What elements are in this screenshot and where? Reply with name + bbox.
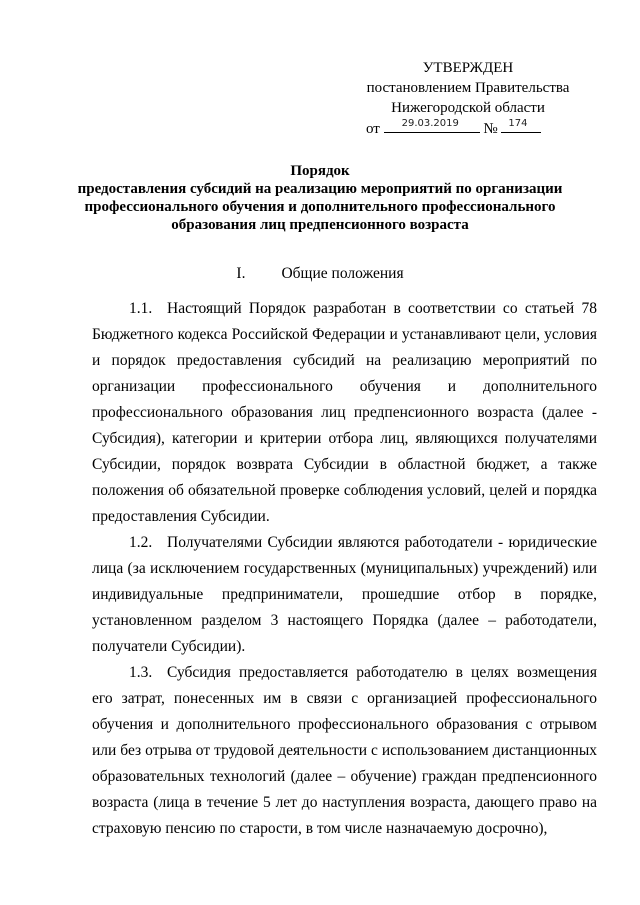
section-title: Общие положения — [281, 265, 404, 282]
document-title — [60, 162, 580, 234]
title-heading: Порядок — [290, 163, 350, 179]
approval-date: 29.03.2019 — [401, 118, 459, 129]
date-prefix: от — [366, 121, 380, 137]
date-underline — [384, 118, 480, 133]
approval-region: Нижегородской области — [391, 100, 545, 116]
title-line-1: предоставления субсидий на реализацию мероприятий по организации — [77, 181, 563, 197]
approval-stamp — [348, 58, 588, 139]
paragraph — [92, 530, 597, 660]
paragraph — [92, 296, 597, 530]
document-body — [92, 296, 597, 842]
paragraph-number: 1.3. — [129, 664, 153, 681]
number-sign: № — [483, 121, 498, 137]
paragraph-text: Получателями Субсидии являются работодатели - юридические лица (за исключением государственных (муниципальных) учреждений) или индивидуальные предприниматели, прошедшие отбор в порядке, установленном разделом 3 настоящего Порядка (далее – работодатели, получатели Субсидии). — [92, 534, 597, 655]
number-underline — [501, 118, 541, 133]
paragraph-number: 1.2. — [129, 534, 153, 551]
title-line-3: образования лиц предпенсионного возраста — [171, 217, 469, 233]
title-line-2: профессионального обучения и дополнительного профессионального — [84, 199, 556, 215]
paragraph — [92, 660, 597, 842]
approval-authority: постановлением Правительства — [366, 80, 570, 96]
approval-number: 174 — [508, 118, 528, 129]
paragraph-text: Настоящий Порядок разработан в соответствии со статьей 78 Бюджетного кодекса Российской Федерации и устанавливают цели, условия и порядок предоставления субсидий на реализацию мероприятий по организации профессионального обучения и дополнительного профессионального образования лиц предпенсионного возраста (далее - Субсидия), категории и критерии отбора лиц, являющихся получателями Субсидии, порядок возврата Субсидии в областной бюджет, а также положения об обязательной проверке соблюдения условий, целей и порядка предоставления Субсидии. — [92, 300, 597, 525]
paragraph-number: 1.1. — [129, 300, 153, 317]
section-heading — [0, 265, 640, 283]
approval-date-number-row — [348, 118, 588, 139]
paragraph-text: Субсидия предоставляется работодателю в целях возмещения его затрат, понесенных им в связи с организацией профессионального обучения и дополнительного профессионального образования с отрывом или без отрыва от трудовой деятельности с использованием дистанционных образовательных технологий (далее – обучение) граждан предпенсионного возраста (лица в течение 5 лет до наступления возраста, дающего право на страховую пенсию по старости, в том числе назначаемую досрочно), — [92, 664, 597, 837]
section-number: I. — [236, 265, 246, 282]
approval-title: УТВЕРЖДЕН — [422, 60, 514, 76]
